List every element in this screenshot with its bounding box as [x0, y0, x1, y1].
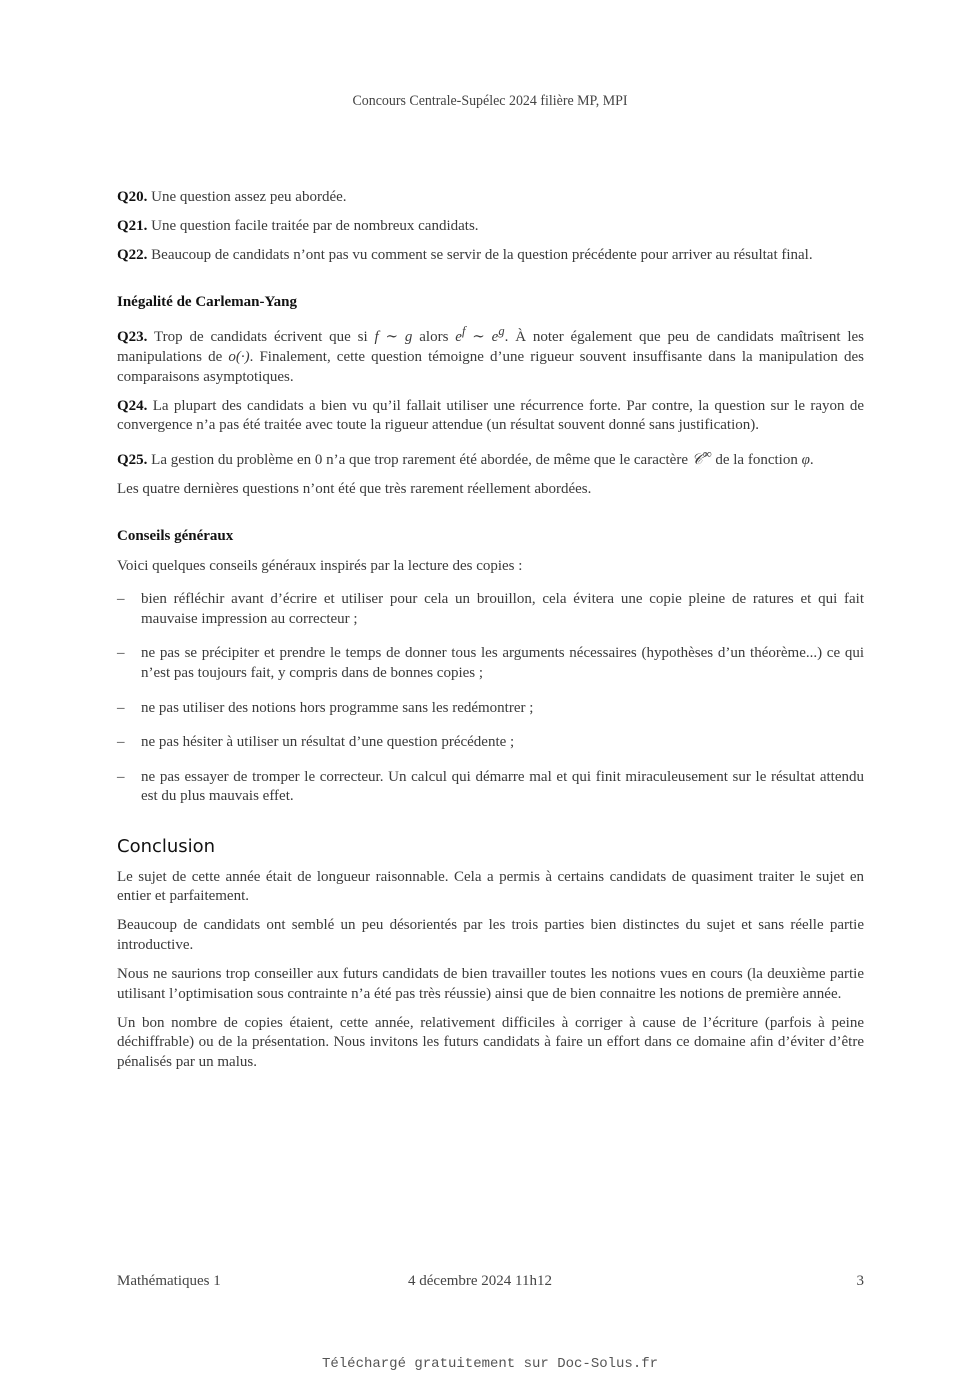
dash-bullet: –	[117, 699, 125, 716]
math-little-o: o(·)	[228, 348, 250, 365]
conclusion-paragraph: Nous ne saurions trop conseiller aux futurs candidats de bien travailler toutes les notions vues en cours (la deuxième partie utilisant l’optimisation sous contrainte n’a été pas très réussie) ainsi que de bien connaitre les notions de première année.	[117, 965, 864, 1002]
dash-bullet: –	[117, 768, 125, 785]
advice-item: – ne pas essayer de tromper le correcteur. Un calcul qui démarre mal et qui finit miraculeusement sur le résultat attendu est du plus mauvais effet.	[117, 768, 864, 805]
closing-remark: Les quatre dernières questions n’ont été que très rarement réellement abordées.	[117, 481, 592, 498]
download-watermark: Téléchargé gratuitement sur Doc-Solus.fr	[321, 1356, 659, 1372]
question-q24	[117, 397, 864, 436]
question-q22	[117, 246, 864, 266]
conclusion-paragraph: Le sujet de cette année était de longueur raisonnable. Cela a permis à certains candidats de quasiment traiter le sujet en entier et parfaitement.	[117, 868, 864, 905]
page-content	[117, 188, 864, 1082]
section-title-conclusion: Conclusion	[117, 835, 216, 857]
question-text: .	[809, 452, 814, 469]
question-label: Q23.	[117, 329, 148, 346]
question-label: Q25.	[117, 452, 148, 469]
question-q23	[117, 322, 864, 387]
question-q20	[117, 188, 864, 208]
question-text: alors	[419, 329, 449, 346]
question-label: Q24.	[117, 397, 148, 414]
math-c-infinity: 𝒞∞	[691, 447, 712, 469]
advice-item: – ne pas se précipiter et prendre le temps de donner tous les arguments nécessaires (hypothèses d’un théorème...) ce qui n’est pas toujours fait, y compris dans de bonnes copies ;	[117, 645, 864, 681]
footer-subject: Mathématiques 1	[117, 1273, 221, 1289]
question-text: La plupart des candidats a bien vu qu’il fallait utiliser une récurrence forte. Par contre, la question sur le rayon de convergence n’a pas été traitée avec toute la rigueur attendue (un résultat souvent donné sans justification).	[117, 397, 864, 434]
math-phi: φ	[801, 452, 810, 469]
question-text: Une question assez peu abordée.	[151, 189, 347, 205]
question-text: La gestion du problème en 0 n’a que trop rarement été abordée, de même que le caractère	[151, 452, 688, 469]
question-label: Q22.	[117, 247, 148, 264]
question-text: de la fonction	[715, 452, 798, 469]
question-label: Q21.	[117, 218, 148, 235]
footer-date: 4 décembre 2024 11h12	[408, 1273, 552, 1289]
footer-page-number: 3	[856, 1273, 864, 1289]
advice-item: – bien réfléchir avant d’écrire et utiliser pour cela un brouillon, cela évitera une copie pleine de ratures et qui fait mauvaise impression au correcteur ;	[117, 591, 864, 627]
question-q21	[117, 217, 864, 237]
math-equivalence: f ∼ g	[374, 329, 413, 346]
math-exp-g: ∼ $e^g$	[472, 324, 505, 346]
question-q25	[117, 445, 864, 471]
subsection-title-conseils: Conseils généraux	[117, 528, 234, 545]
dash-bullet: –	[117, 591, 125, 608]
advice-item: – ne pas hésiter à utiliser un résultat d’une question précédente ;	[117, 733, 864, 753]
question-text: Trop de candidats écrivent que si	[154, 329, 368, 346]
conclusion-paragraph: Beaucoup de candidats ont semblé un peu désorientés par les trois parties bien distinctes du sujet et sans réelle partie introductive.	[117, 917, 864, 953]
page-footer	[117, 1273, 864, 1293]
question-label: Q20.	[117, 189, 148, 205]
running-header: Concours Centrale-Supélec 2024 filière MP, MPI	[352, 93, 628, 109]
advice-list	[117, 590, 864, 807]
question-text: . À noter également que peu de candidats maîtrisent les manipulations de	[117, 329, 864, 365]
question-text: Beaucoup de candidats n’ont pas vu comment se servir de la question précédente pour arriver au résultat final.	[151, 247, 813, 264]
subsection-title-carleman: Inégalité de Carleman-Yang	[117, 293, 297, 310]
advice-item: – ne pas utiliser des notions hors programme sans les redémontrer ;	[117, 699, 864, 719]
math-exp-f: $e^f$	[455, 324, 466, 346]
conseils-intro: Voici quelques conseils généraux inspirés par la lecture des copies :	[117, 557, 523, 574]
question-text: . Finalement, cette question témoigne d’une rigueur souvent insuffisante dans la manipulation des comparaisons asymptotiques.	[117, 348, 865, 385]
question-text: Une question facile traitée par de nombreux candidats.	[151, 218, 479, 235]
conclusion-paragraph: Un bon nombre de copies étaient, cette année, relativement difficiles à corriger à cause de l’écriture (parfois à peine déchiffrable) ou de la présentation. Nous invitons les futurs candidats à faire un effort dans ce domaine afin d’éviter d’être pénalisés par un malus.	[117, 1014, 864, 1070]
dash-bullet: –	[117, 645, 125, 662]
dash-bullet: –	[117, 734, 125, 751]
